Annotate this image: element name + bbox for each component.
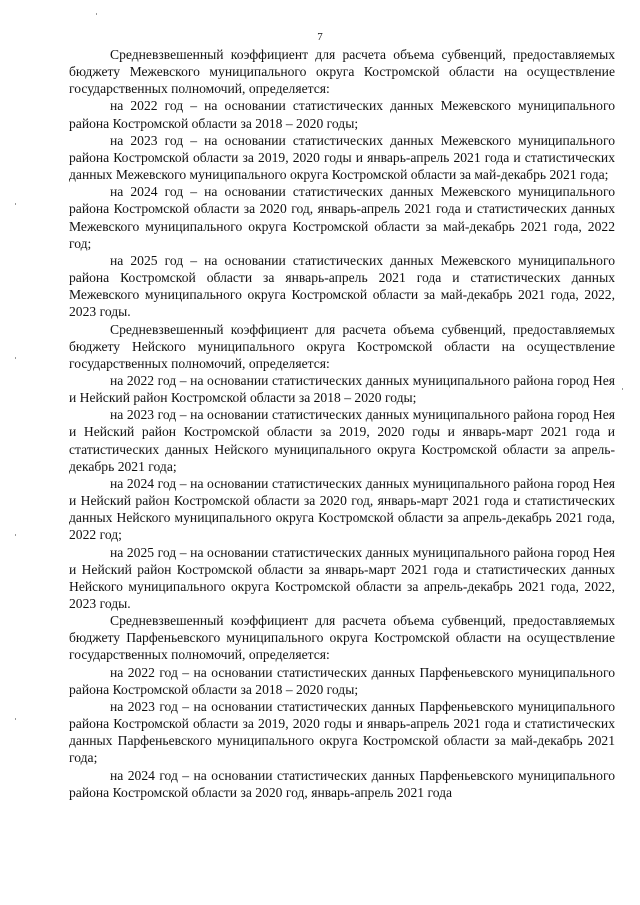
document-body bbox=[69, 46, 615, 801]
paragraph: Средневзвешенный коэффициент для расчета объема субвенций, предоставляемых бюджету Нейского муниципального округа Костромской области на осуществление государственных полномочий, определяется: bbox=[69, 321, 615, 371]
paragraph: на 2024 год – на основании статистических данных муниципального района город Нея и Нейский район Костромской области за 2020 год, январь-март 2021 года и статистических данных Нейского муниципального округа Костромской области за апрель-декабрь 2021 года, 2022 год; bbox=[69, 475, 615, 543]
paragraph: на 2023 год – на основании статистических данных Парфеньевского муниципального района Костромской области за 2019, 2020 годы и январь-апрель 2021 года и статистических данных Парфеньевского муниципального округа Костромской области за май-декабрь 2021 года; bbox=[69, 698, 615, 766]
paragraph: на 2023 год – на основании статистических данных муниципального района город Нея и Нейский район Костромской области за 2019, 2020 годы и январь-март 2021 года и статистических данных Нейского муниципального округа Костромской области за апрель-декабрь 2021 года; bbox=[69, 407, 615, 474]
paragraph: на 2022 год – на основании статистических данных Межевского муниципального района Костромской области за 2018 – 2020 годы; bbox=[69, 98, 615, 131]
paragraph: на 2024 год – на основании статистических данных Парфеньевского муниципального района Костромской области за 2020 год, январь-апрель 2021 года bbox=[69, 767, 615, 800]
scan-speck bbox=[15, 534, 16, 536]
paragraph: Средневзвешенный коэффициент для расчета объема субвенций, предоставляемых бюджету Межевского муниципального округа Костромской области на осуществление государственных полномочий, определяется: bbox=[69, 47, 615, 97]
paragraph: на 2022 год – на основании статистических данных муниципального района город Нея и Нейский район Костромской области за 2018 – 2020 годы; bbox=[69, 372, 615, 406]
paragraph: на 2025 год – на основании статистических данных муниципального района город Нея и Нейский район Костромской области за январь-март 2021 года и статистических данных Нейского муниципального округа Костромской области за апрель-декабрь 2021 года, 2022, 2023 годы. bbox=[69, 544, 615, 611]
scan-speck bbox=[15, 203, 16, 205]
paragraph: на 2023 год – на основании статистических данных Межевского муниципального района Костромской области за 2019, 2020 годы и январь-апрель 2021 года и статистических данных Межевского муниципального округа Костромской области за май-декабрь 2021 года; bbox=[69, 132, 615, 183]
paragraph: на 2024 год – на основании статистических данных Межевского муниципального района Костромской области за 2020 год, январь-апрель 2021 года и статистических данных Межевского муниципального округа Костромской области за май-декабрь 2021 года, 2022 год; bbox=[69, 184, 615, 251]
paragraph: на 2022 год – на основании статистических данных Парфеньевского муниципального района Костромской области за 2018 – 2020 годы; bbox=[69, 664, 615, 697]
scan-speck bbox=[15, 718, 16, 720]
paragraph: на 2025 год – на основании статистических данных Межевского муниципального района Костромской области за январь-апрель 2021 года и статистических данных Межевского муниципального округа Костромской области за май-декабрь 2021 года, 2022, 2023 годы. bbox=[69, 252, 615, 320]
scan-speck bbox=[96, 13, 97, 15]
scan-speck bbox=[622, 388, 623, 390]
paragraph: Средневзвешенный коэффициент для расчета объема субвенций, предоставляемых бюджету Парфеньевского муниципального округа Костромской области на осуществление государственных полномочий, определяется: bbox=[69, 613, 615, 663]
page-number: 7 bbox=[317, 31, 323, 43]
scan-speck bbox=[15, 357, 16, 359]
